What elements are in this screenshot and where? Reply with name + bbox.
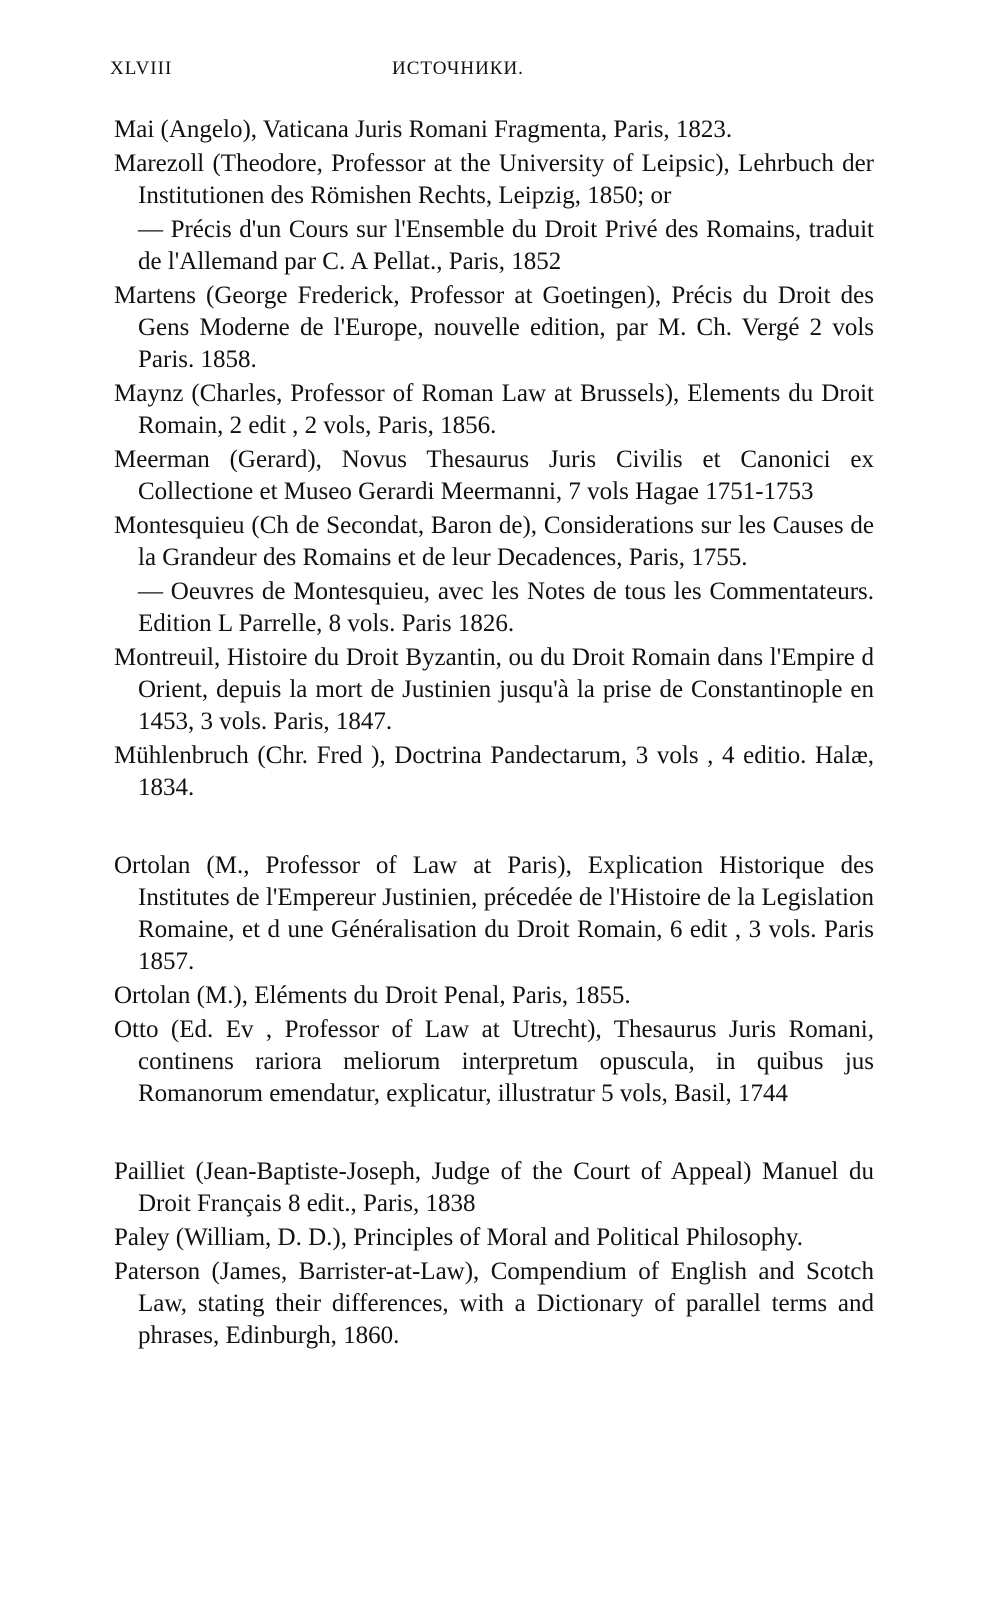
bibliography-entry: Ortolan (M., Professor of Law at Paris), Explication Historique des Institutes de l'Empereur Justinien, précedée de l'Histoire de la Legislation Romaine, et d une Généralisation du Droit Romain, 6 edit , 3 vols. Paris 1857.: [114, 852, 874, 975]
bibliography-subentry: — Oeuvres de Montesquieu, avec les Notes de tous les Commentateurs. Edition L Parrelle, 8 vols. Paris 1826.: [138, 578, 874, 637]
bibliography-subentry: — Précis d'un Cours sur l'Ensemble du Droit Privé des Romains, traduit de l'Allemand par C. A Pellat., Paris, 1852: [138, 216, 874, 275]
bibliography-entry: Meerman (Gerard), Novus Thesaurus Juris Civilis et Canonici ex Collectione et Museo Gerardi Meermanni, 7 vols Hagae 1751-1753: [114, 446, 874, 505]
page-header: [110, 58, 898, 88]
page-number: XLVIII: [110, 58, 173, 79]
bibliography-entry: Mai (Angelo), Vaticana Juris Romani Fragmenta, Paris, 1823.: [114, 116, 733, 143]
bibliography-entry: Paley (William, D. D.), Principles of Moral and Political Philosophy.: [114, 1224, 803, 1251]
bibliography-entry: Ortolan (M.), Eléments du Droit Penal, Paris, 1855.: [114, 982, 631, 1009]
entry-group: [114, 1156, 874, 1352]
bibliography-entry: Marezoll (Theodore, Professor at the University of Leipsic), Lehrbuch der Institutionen des Römishen Rechts, Leipzig, 1850; or: [114, 150, 874, 209]
bibliography-list: [114, 114, 874, 1354]
entry-group: [114, 850, 874, 1110]
running-title: ИСТОЧНИКИ.: [392, 58, 524, 79]
bibliography-entry: Maynz (Charles, Professor of Roman Law at Brussels), Elements du Droit Romain, 2 edit , 2 vols, Paris, 1856.: [114, 380, 874, 439]
bibliography-entry: Montesquieu (Ch de Secondat, Baron de), Considerations sur les Causes de la Grandeur des Romains et de leur Decadences, Paris, 1755.: [114, 512, 874, 571]
entry-group: [114, 114, 874, 804]
bibliography-entry: Mühlenbruch (Chr. Fred ), Doctrina Pandectarum, 3 vols , 4 editio. Halæ, 1834.: [114, 742, 874, 801]
bibliography-entry: Martens (George Frederick, Professor at Goetingen), Précis du Droit des Gens Moderne de l'Europe, nouvelle edition, par M. Ch. Vergé 2 vols Paris. 1858.: [114, 282, 874, 373]
bibliography-entry: Montreuil, Histoire du Droit Byzantin, ou du Droit Romain dans l'Empire d Orient, depuis la mort de Justinien jusqu'à la prise de Constantinople en 1453, 3 vols. Paris, 1847.: [114, 644, 874, 735]
bibliography-entry: Paterson (James, Barrister-at-Law), Compendium of English and Scotch Law, stating their differences, with a Dictionary of parallel terms and phrases, Edinburgh, 1860.: [114, 1258, 874, 1349]
bibliography-entry: Otto (Ed. Ev , Professor of Law at Utrecht), Thesaurus Juris Romani, continens rariora meliorum interpretum opuscula, in quibus jus Romanorum emendatur, explicatur, illustratur 5 vols, Basil, 1744: [114, 1016, 874, 1107]
bibliography-entry: Pailliet (Jean-Baptiste-Joseph, Judge of the Court of Appeal) Manuel du Droit Français 8 edit., Paris, 1838: [114, 1158, 874, 1217]
